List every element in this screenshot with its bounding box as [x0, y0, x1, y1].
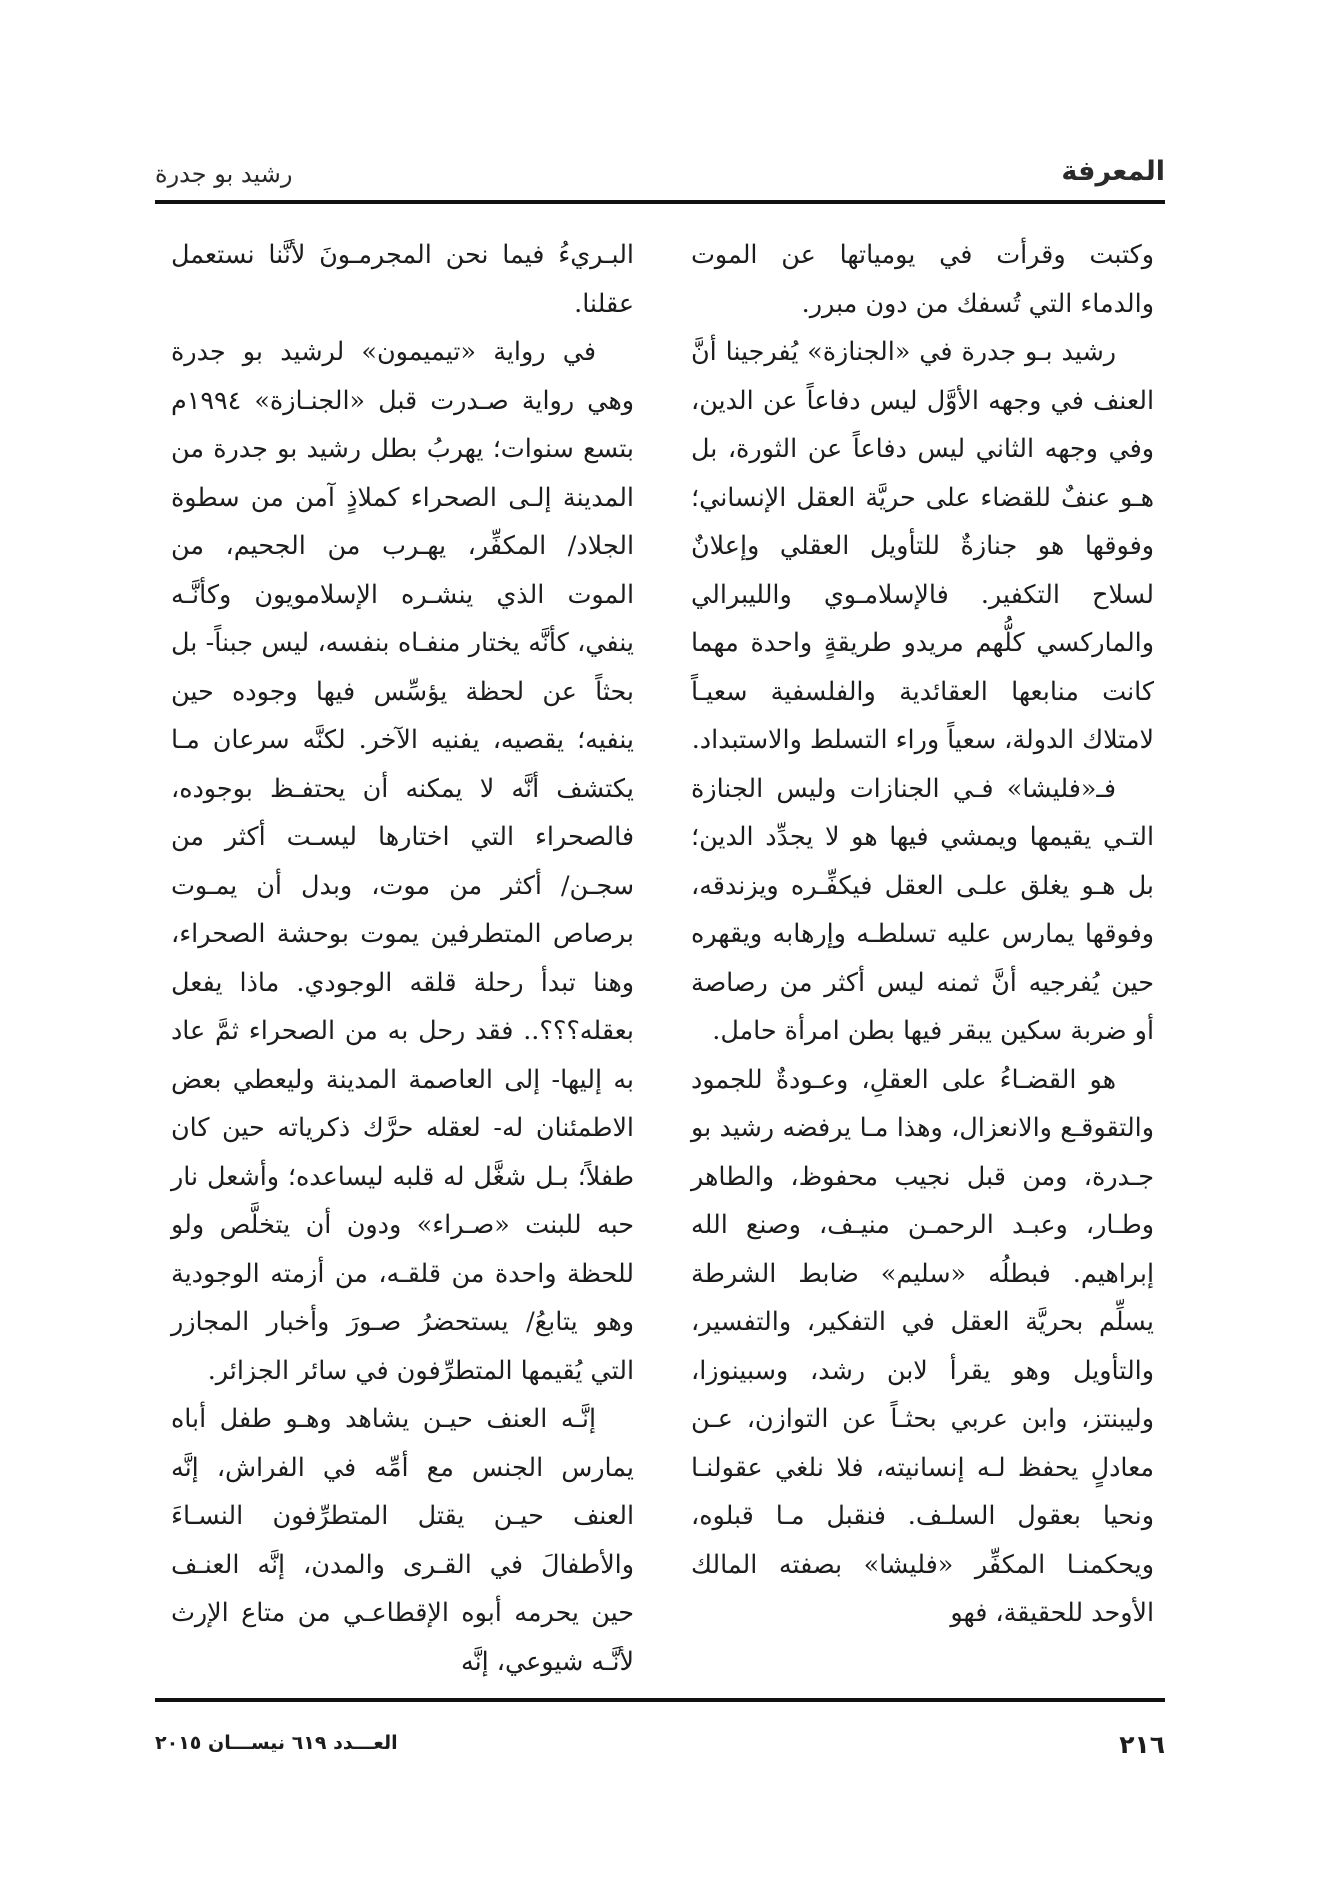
paragraph: هو القضـاءُ على العقلِ، وعـودةٌ للجمود والتقوقـع والانعزال، وهذا مـا يرفضه رشيد بو جـدرة، ومن قبل نجيب محفوظ، والطاهر وطـار، وعبـد الرحمـن منيـف، وصنع الله إبراهيم. فبطلُه «سليم» ضابط الشرطة يسلِّم بحريَّة العقل في التفكير، والتفسير، والتأويل وهو يقرأ لابن رشد، وسبينوزا، وليبنتز، وابن عربي بحثـاً عن التوازن، عـن معادلٍ يحفظ لـه إنسانيته، فلا نلغي عقولنـا ونحيا بعقول السلـف. فنقبل مـا قبلوه، ويحكمنـا المكفِّر «فليشا» بصفته المالك الأوحد للحقيقة، فهو: [691, 1063, 1154, 1627]
page-footer: [155, 1730, 1165, 1770]
footer-rule: [155, 1698, 1165, 1702]
paragraph: في رواية «تيميمون» لرشيد بو جدرة وهي رواية صـدرت قبل «الجنـازة» ١٩٩٤م بتسع سنوات؛ يهربُ بطل رشيد بو جدرة من المدينة إلـى الصحراء كملاذٍ آمن من سطوة الجلاد/ المكفِّر، يهـرب من الجحيم، من الموت الذي ينشـره الإسلامويون وكأنَّـه ينفي، كأنَّه يختار منفـاه بنفسه، ليس جبناً- بل بحثاً عن لحظة يؤسِّس فيها وجوده حين ينفيه؛ يقصيه، يفنيه الآخر. لكنَّه سرعان مـا يكتشف أنَّه لا يمكنه أن يحتفـظ بوجوده، فالصحراء التي اختارها ليسـت أكثر من سجـن/ أكثر من موت، وبدل أن يمـوت برصاص المتطرفين يموت بوحشة الصحراء، وهنا تبدأ رحلة قلقه الوجودي. ماذا يفعل بعقله؟؟؟.. فقد رحل به من الصحراء ثمَّ عاد به إليها- إلى العاصمة المدينة وليعطي بعض الاطمئنان له- لعقله حرَّك ذكرياته حين كان طفلاً؛ بـل شغَّل له قلبه ليساعده؛ وأشعل نار حبه للبنت «صـراء» ودون أن يتخلَّص ولو للحظة واحدة من قلقـه، من أزمته الوجودية وهو يتابعُ/ يستحضرُ صـورَ وأخبار المجازر التي يُقيمها المتطرِّفون في سائر الجزائر.: [171, 336, 634, 1385]
masthead-logo: المعرفة: [1061, 156, 1165, 187]
paragraph: إنَّـه العنف حيـن يشاهد وهـو طفل أباه يمارس الجنس مع أمِّه في الفراش، إنَّه العنف حيـن يقتل المتطرِّفون النسـاءَ والأطفالَ في القـرى والمدن، إنَّه العنـف حين يحرمه أبوه الإقطاعـي من متاع الإرث لأنَّـه شيوعي، إنَّه: [171, 1403, 634, 1676]
running-head-author: رشيد بو جدرة: [155, 160, 293, 188]
text-column-right: [691, 230, 1154, 1637]
page-header: [155, 150, 1165, 190]
page-number: ٢١٦: [1119, 1730, 1165, 1759]
paragraph: وكتبت وقرأت في يومياتها عن الموت والدماء التي تُسفك من دون مبرر.: [691, 239, 1154, 318]
paragraph: البـريءُ فيما نحن المجرمـونَ لأنَّنا نستعمل عقلنا.: [171, 239, 634, 318]
paragraph: رشيد بـو جدرة في «الجنازة» يُفرجينا أنَّ العنف في وجهه الأوَّل ليس دفاعاً عن الدين، وفي وجهه الثاني ليس دفاعاً عن الثورة، بل هـو عنفٌ للقضاء على حريَّة العقل الإنساني؛ وفوقها هو جنازةٌ للتأويل العقلي وإعلانٌ لسلاح التكفير. فالإسلامـوي والليبرالي والماركسي كلُّهم مريدو طريقةٍ واحدة مهما كانت منابعها العقائدية والفلسفية سعيـاً لامتلاك الدولة، سعياً وراء التسلط والاستبداد.: [691, 336, 1154, 754]
paragraph: فـ«فليشا» فـي الجنازات وليس الجنازة التـي يقيمها ويمشي فيها هو لا يجدِّد الدين؛ بل هـو يغلق علـى العقل فيكفِّـره ويزندقه، وفوقها يمارس عليه تسلطـه وإرهابه ويقهره حين يُفرجيه أنَّ ثمنه ليس أكثر من رصاصة أو ضربة سكين يبقر فيها بطن امرأة حامل.: [691, 772, 1154, 1045]
issue-info: العـــدد ٦١٩ نيســـان ٢٠١٥: [155, 1732, 398, 1754]
text-column-left: [171, 230, 634, 1685]
header-rule: [155, 200, 1165, 204]
